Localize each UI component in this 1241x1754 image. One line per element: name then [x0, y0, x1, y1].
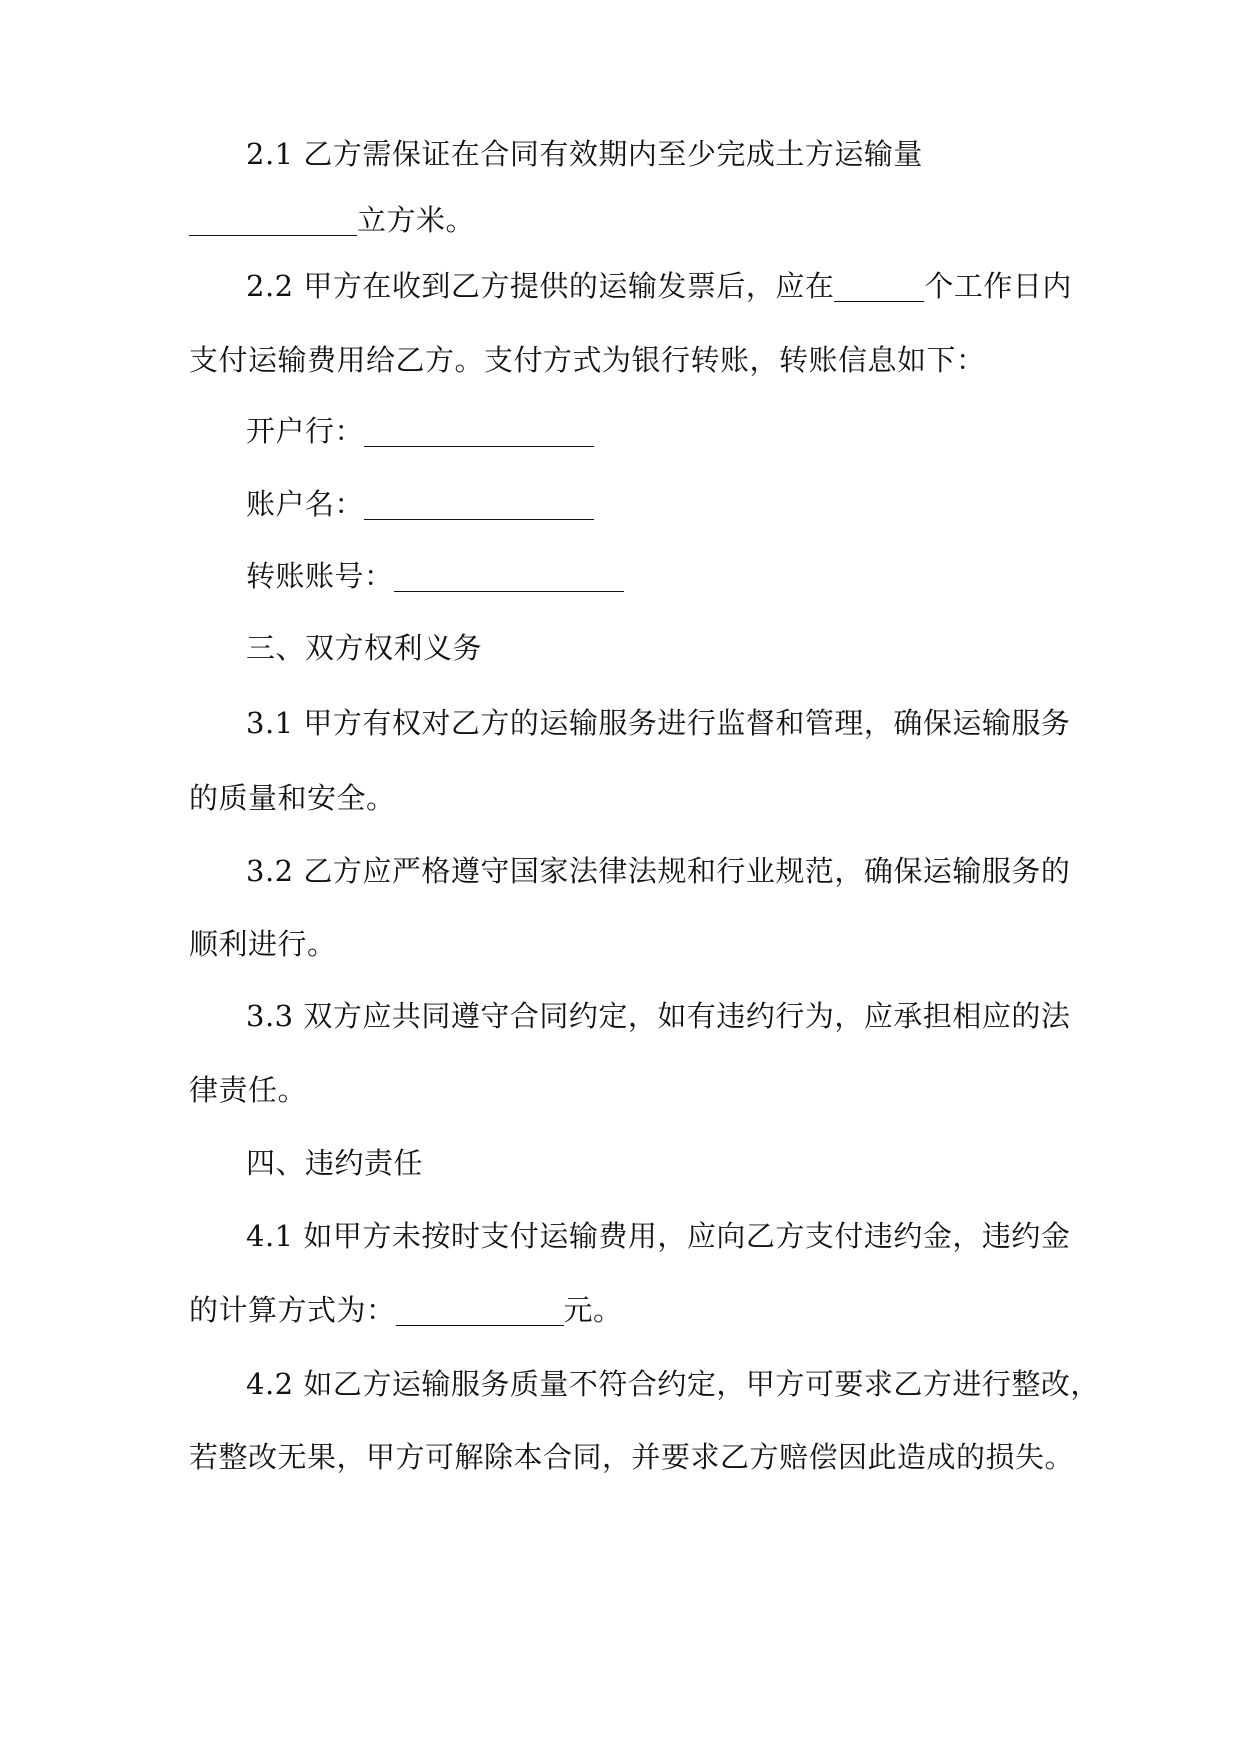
- volume-unit-text: 立方米。: [357, 203, 476, 237]
- clause-4-2-text-end: 若整改无果，甲方可解除本合同，并要求乙方赔偿因此造成的损失。: [189, 1440, 1075, 1474]
- bank-blank: [364, 418, 594, 447]
- account-name-line: [246, 484, 594, 524]
- clause-3-1-line-1: [246, 703, 1070, 743]
- clause-3-3-text-end: 律责任。: [189, 1073, 308, 1107]
- clause-4-2-text: 4.2 如乙方运输服务质量不符合约定，甲方可要求乙方进行整改，: [246, 1367, 1100, 1401]
- penalty-blank: [396, 1297, 564, 1326]
- clause-3-1-text-end: 的质量和安全。: [189, 781, 396, 815]
- section-4-heading: [246, 1143, 423, 1183]
- account-number-blank: [394, 563, 624, 592]
- clause-3-3-line-2: [189, 1070, 307, 1110]
- clause-4-1-line-2: [189, 1290, 623, 1330]
- clause-2-1-text: 2.1 乙方需保证在合同有效期内至少完成土方运输量: [246, 137, 923, 171]
- penalty-unit-text: 元。: [563, 1293, 623, 1327]
- clause-3-1-line-2: [189, 778, 396, 818]
- account-number-line: [246, 556, 624, 596]
- clause-3-2-line-2: [189, 924, 337, 964]
- clause-2-2-line-2: [189, 340, 986, 380]
- clause-4-2-line-1: [246, 1364, 1100, 1404]
- clause-2-1-line-2: [189, 200, 475, 240]
- clause-2-2-payment-text: 支付运输费用给乙方。支付方式为银行转账，转账信息如下：: [189, 343, 986, 377]
- clause-2-2-text-start: 2.2 甲方在收到乙方提供的运输发票后，应在: [246, 269, 835, 303]
- account-number-label: 转账账号：: [246, 559, 394, 593]
- clause-4-1-line-1: [246, 1216, 1070, 1256]
- volume-blank: [189, 207, 357, 236]
- workdays-blank: [834, 273, 924, 302]
- clause-4-2-line-2: [189, 1437, 1074, 1477]
- bank-label: 开户行：: [246, 414, 365, 448]
- account-name-blank: [364, 491, 594, 520]
- penalty-label: 的计算方式为：: [189, 1293, 396, 1327]
- clause-3-2-line-1: [246, 851, 1070, 891]
- clause-3-2-text: 3.2 乙方应严格遵守国家法律法规和行业规范，确保运输服务的: [246, 854, 1071, 888]
- clause-2-2-text-end: 个工作日内: [924, 269, 1072, 303]
- clause-3-3-line-1: [246, 996, 1070, 1036]
- clause-4-1-text: 4.1 如甲方未按时支付运输费用，应向乙方支付违约金，违约金: [246, 1219, 1071, 1253]
- section-3-heading: [246, 628, 482, 668]
- clause-2-2-line-1: [246, 266, 1072, 306]
- section-3-heading-text: 三、双方权利义务: [246, 631, 483, 665]
- clause-3-1-text: 3.1 甲方有权对乙方的运输服务进行监督和管理，确保运输服务: [246, 706, 1071, 740]
- clause-3-3-text: 3.3 双方应共同遵守合同约定，如有违约行为，应承担相应的法: [246, 999, 1071, 1033]
- account-name-label: 账户名：: [246, 487, 365, 521]
- clause-2-1-line-1: [246, 134, 923, 174]
- bank-line: [246, 411, 594, 451]
- section-4-heading-text: 四、违约责任: [246, 1146, 424, 1180]
- clause-3-2-text-end: 顺利进行。: [189, 927, 337, 961]
